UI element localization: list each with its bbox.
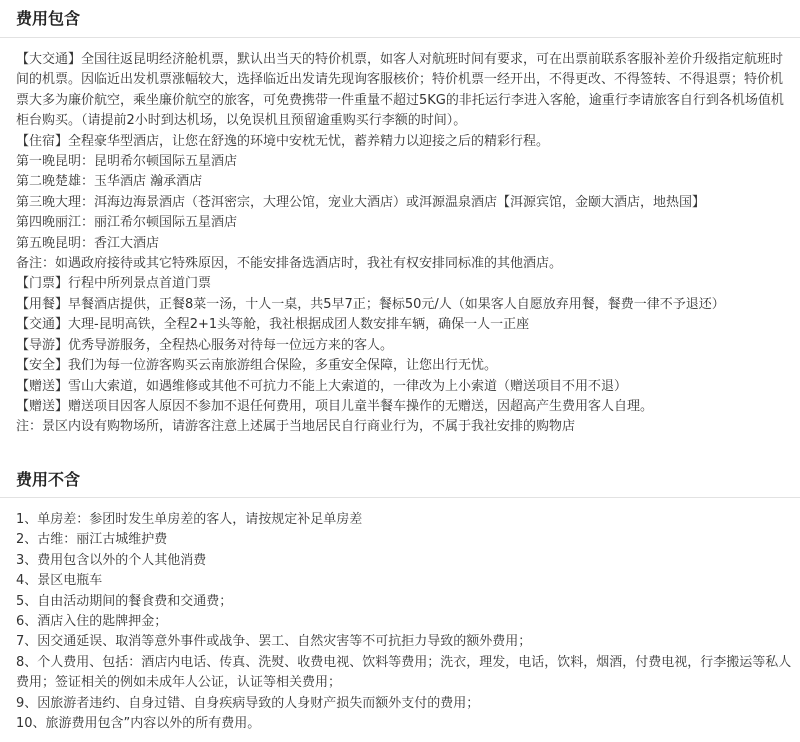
- included-line-night-3: 第三晚大理：洱海边海景酒店（苍洱密宗，大理公馆，宠业大酒店）或洱源温泉酒店【洱源宾馆，金颐大酒店，地热国】: [16, 194, 706, 210]
- included-line-meals: 【用餐】早餐酒店提供，正餐8菜一汤，十人一桌，共5早7正；餐标50元/人（如果客人自愿放弃用餐，餐费一律不予退还）: [16, 296, 725, 312]
- excluded-item: 5、自由活动期间的餐食费和交通费；: [16, 593, 233, 609]
- excluded-item: 3、费用包含以外的个人其他消费: [16, 552, 207, 568]
- excluded-item: 6、酒店入住的匙牌押金；: [16, 614, 168, 630]
- included-line-night-2: 第二晚楚雄：玉华酒店 瀚承酒店: [16, 174, 203, 190]
- included-line-tickets: 【门票】行程中所列景点首道门票: [16, 276, 212, 292]
- included-section-title: 费用包含: [16, 9, 81, 28]
- excluded-item: 2、古维：丽江古城维护费: [16, 532, 168, 548]
- excluded-item: 4、景区电瓶车: [16, 573, 103, 589]
- excluded-item: 1、单房差：参团时发生单房差的客人，请按规定补足单房差: [16, 512, 363, 527]
- included-line-local-transport: 【交通】大理-昆明高铁，全程2+1头等舱，我社根据成团人数安排车辆，确保一人一正座: [16, 317, 530, 333]
- excluded-content: [16, 510, 792, 734]
- included-line-hotel: 【住宿】全程豪华型酒店，让您在舒逸的环境中安枕无忧，蓄养精力以迎接之后的精彩行程。: [16, 133, 550, 149]
- excluded-item: 7、因交通延误、取消等意外事件或战争、罢工、自然灾害等不可抗拒力导致的额外费用；: [16, 634, 532, 650]
- included-line-gift-policy: 【赠送】赠送项目因客人原因不参加不退任何费用，项目儿童半餐车操作的无赠送，因超高产生费用客人自理。: [16, 398, 654, 414]
- included-content: [16, 50, 792, 438]
- excluded-item: 8、个人费用、包括：酒店内电话、传真、洗熨、收费电视、饮料等费用；洗衣，理发，电话，饮料，烟酒，付费电视，行李搬运等私人费用；签证相关的例如未成年人公证，认证等相关费用；: [16, 654, 792, 691]
- included-line-transport: 【大交通】全国往返昆明经济舱机票，默认出当天的特价机票，如客人对航班时间有要求，可在出票前联系客服补差价升级指定航班时间的机票。因临近出发机票涨幅较大，选择临近出发请先现询客服核价；特价机票一经开出，不得更改、不得签转、不得退票；特价机票大多为廉价航空，乘坐廉价航空的旅客，可免费携带一件重量不超过5KG的非托运行李进入客舱，逾重行李请旅客自行到各机场值机柜台购买。（请提前2小时到达机场，以免误机且预留逾重购买行李额的时间）。: [16, 52, 784, 129]
- included-line-shopping-note: 注：景区内设有购物场所，请游客注意上述属于当地居民自行商业行为，不属于我社安排的购物店: [16, 419, 576, 435]
- included-line-hotel-note: 备注：如遇政府接待或其它特殊原因，不能安排备选酒店时，我社有权安排同标准的其他酒店。: [16, 256, 563, 272]
- included-line-night-4: 第四晚丽江：丽江希尔顿国际五星酒店: [16, 215, 238, 231]
- excluded-section-title: 费用不含: [16, 470, 81, 489]
- included-line-night-1: 第一晚昆明：昆明希尔顿国际五星酒店: [16, 154, 238, 170]
- included-divider: [0, 37, 800, 38]
- included-line-guide: 【导游】优秀导游服务，全程热心服务对待每一位远方来的客人。: [16, 337, 394, 353]
- excluded-item: 10、旅游费用包含”内容以外的所有费用。: [16, 716, 261, 732]
- included-line-night-5: 第五晚昆明：香江大酒店: [16, 235, 160, 251]
- included-line-gift-cableway: 【赠送】雪山大索道，如遇维修或其他不可抗力不能上大索道的，一律改为上小索道（赠送项目不用不退）: [16, 378, 628, 394]
- excluded-item: 9、因旅游者违约、自身过错、自身疾病导致的人身财产损失而额外支付的费用；: [16, 695, 480, 711]
- excluded-divider: [0, 497, 800, 498]
- included-line-safety: 【安全】我们为每一位游客购买云南旅游组合保险，多重安全保障，让您出行无忧。: [16, 358, 498, 374]
